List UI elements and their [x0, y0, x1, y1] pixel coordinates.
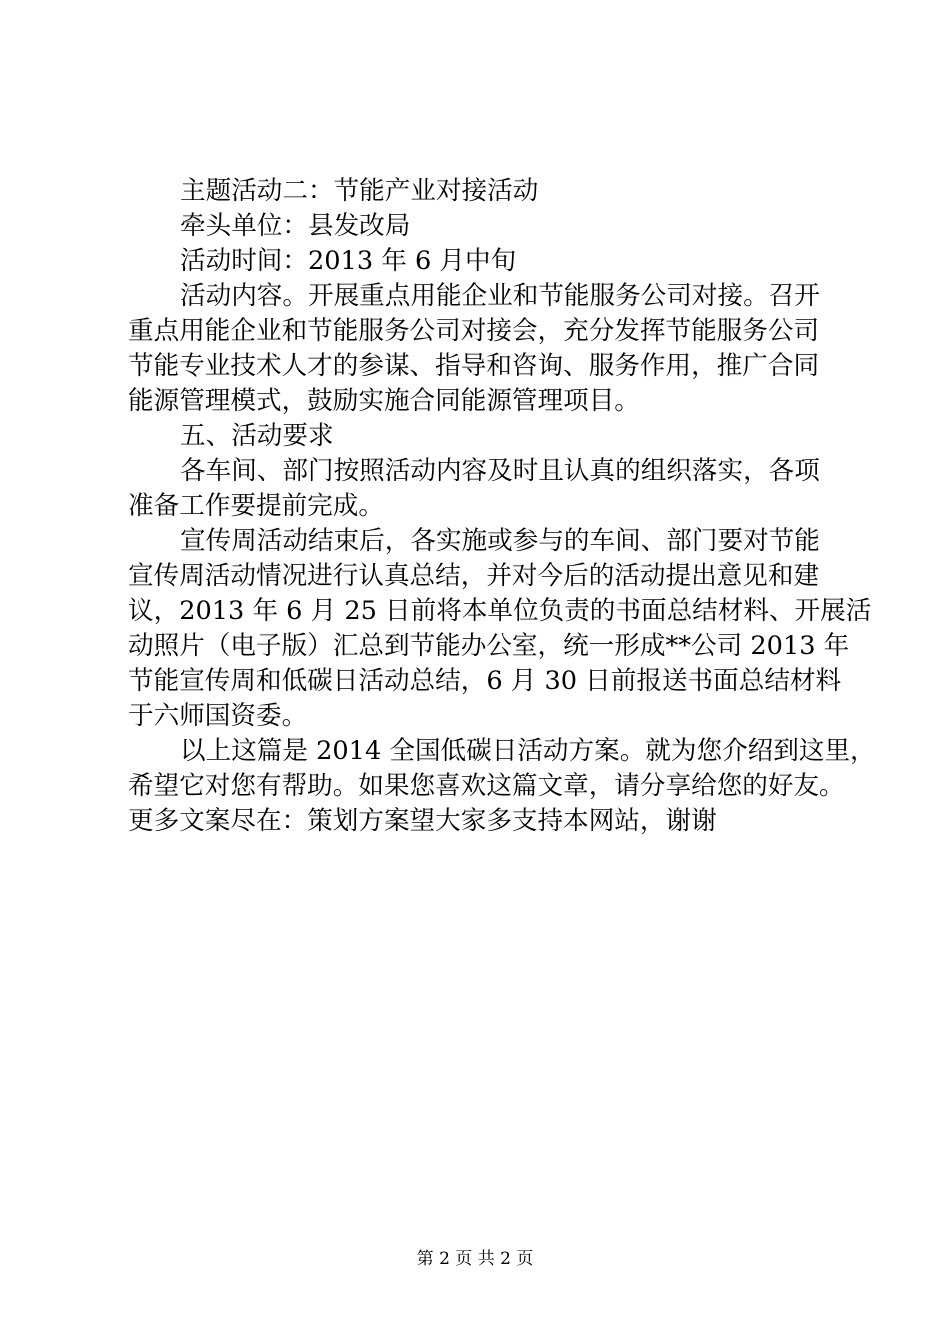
paragraph-line: 重点用能企业和节能服务公司对接会，充分发挥节能服务公司	[128, 316, 820, 346]
paragraph-line: 更多文案尽在：策划方案望大家多支持本网站，谢谢	[128, 806, 717, 836]
paragraph-line: 宣传周活动结束后，各实施或参与的车间、部门要对节能	[180, 526, 820, 556]
page-footer: 第 2 页 共 2 页	[416, 1249, 534, 1269]
activity-time-line: 活动时间：2013 年 6 月中旬	[180, 246, 517, 276]
paragraph-line: 能源管理模式，鼓励实施合同能源管理项目。	[128, 386, 640, 416]
paragraph-line: 各车间、部门按照活动内容及时且认真的组织落实，各项	[180, 456, 820, 486]
paragraph-line: 动照片（电子版）汇总到节能办公室，统一形成**公司 2013 年	[128, 631, 850, 661]
paragraph-line: 准备工作要提前完成。	[128, 491, 384, 521]
paragraph-line: 活动内容。开展重点用能企业和节能服务公司对接。召开	[180, 281, 820, 311]
paragraph-line: 节能宣传周和低碳日活动总结，6 月 30 日前报送书面总结材料	[128, 666, 842, 696]
paragraph-line: 于六师国资委。	[128, 701, 308, 731]
paragraph-line: 宣传周活动情况进行认真总结，并对今后的活动提出意见和建	[128, 561, 820, 591]
document-body	[128, 174, 876, 839]
lead-unit-line: 牵头单位：县发改局	[180, 211, 411, 241]
paragraph-line: 议，2013 年 6 月 25 日前将本单位负责的书面总结材料、开展活	[128, 596, 872, 626]
section-heading: 五、活动要求	[180, 421, 334, 451]
heading-theme-activity-2: 主题活动二：节能产业对接活动	[180, 176, 539, 206]
paragraph-line: 希望它对您有帮助。如果您喜欢这篇文章，请分享给您的好友。	[128, 771, 845, 801]
paragraph-line: 节能专业技术人才的参谋、指导和咨询、服务作用，推广合同	[128, 351, 820, 381]
paragraph-line: 以上这篇是 2014 全国低碳日活动方案。就为您介绍到这里，	[180, 736, 876, 766]
